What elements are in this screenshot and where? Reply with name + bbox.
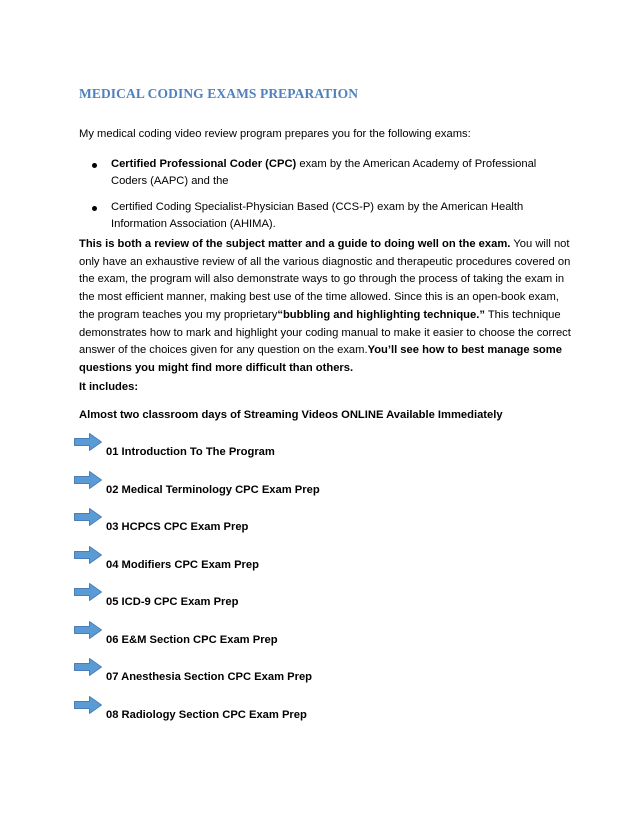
exam-name-bold: Certified Professional Coder (CPC): [111, 158, 297, 170]
arrow-right-icon: [73, 620, 103, 640]
exam-description: Certified Coding Specialist-Physician Based (CCS-P) exam by the American Health Information Association (AHIMA).: [111, 201, 524, 230]
technique-name: “bubbling and highlighting technique.”: [277, 308, 485, 321]
description-body-2: This technique demonstrates how to mark and highlight your coding manual to make it easier to choose the correct answer of the choices given for any question on the exam.: [79, 308, 571, 357]
arrow-right-icon: [73, 507, 103, 527]
video-title: 05 ICD-9 CPC Exam Prep: [106, 596, 239, 608]
video-title: 08 Radiology Section CPC Exam Prep: [106, 708, 307, 721]
video-title: 07 Anesthesia Section CPC Exam Prep: [106, 671, 313, 683]
video-title: 04 Modifiers CPC Exam Prep: [106, 558, 259, 571]
arrow-right-icon: [73, 695, 103, 715]
bullet-dot-icon: [92, 206, 97, 211]
arrow-right-icon: [73, 470, 103, 490]
description-body-1: You will not only have an exhaustive review of all the various diagnostic and therapeutic procedures covered on the exam, the program will also demonstrate ways to go through the process of taking the exam in the most efficient manner, making best use of the time allowed. Since this is an open-book exam, the program teaches you my proprietary: [79, 238, 571, 321]
exam-list-item-cpc: [79, 156, 559, 190]
description-lead: This is both a review of the subject matter and a guide to doing well on the exam.: [79, 238, 511, 250]
arrow-right-icon: [73, 657, 103, 677]
description-tail: You’ll see how to best manage some questions you might find more difficult than others.: [79, 344, 562, 374]
video-title: 06 E&M Section CPC Exam Prep: [106, 633, 278, 646]
video-title: 02 Medical Terminology CPC Exam Prep: [106, 483, 320, 496]
arrow-right-icon: [73, 432, 103, 452]
streaming-label: Almost two classroom days of Streaming Videos ONLINE Available Immediately: [79, 409, 503, 421]
page-title: MEDICAL CODING EXAMS PREPARATION: [79, 86, 359, 101]
program-description: [79, 236, 571, 378]
video-title: 01 Introduction To The Program: [106, 446, 275, 458]
arrow-right-icon: [73, 582, 103, 602]
intro-text: My medical coding video review program prepares you for the following exams:: [79, 128, 471, 140]
exam-list: [79, 156, 559, 242]
exam-list-item-ccsp: [79, 199, 559, 233]
arrow-right-icon: [73, 545, 103, 565]
bullet-dot-icon: [92, 163, 97, 168]
exam-description: exam by the American Academy of Professional Coders (AAPC) and the: [111, 158, 537, 187]
video-title: 03 HCPCS CPC Exam Prep: [106, 521, 249, 533]
includes-label: It includes:: [79, 381, 139, 393]
